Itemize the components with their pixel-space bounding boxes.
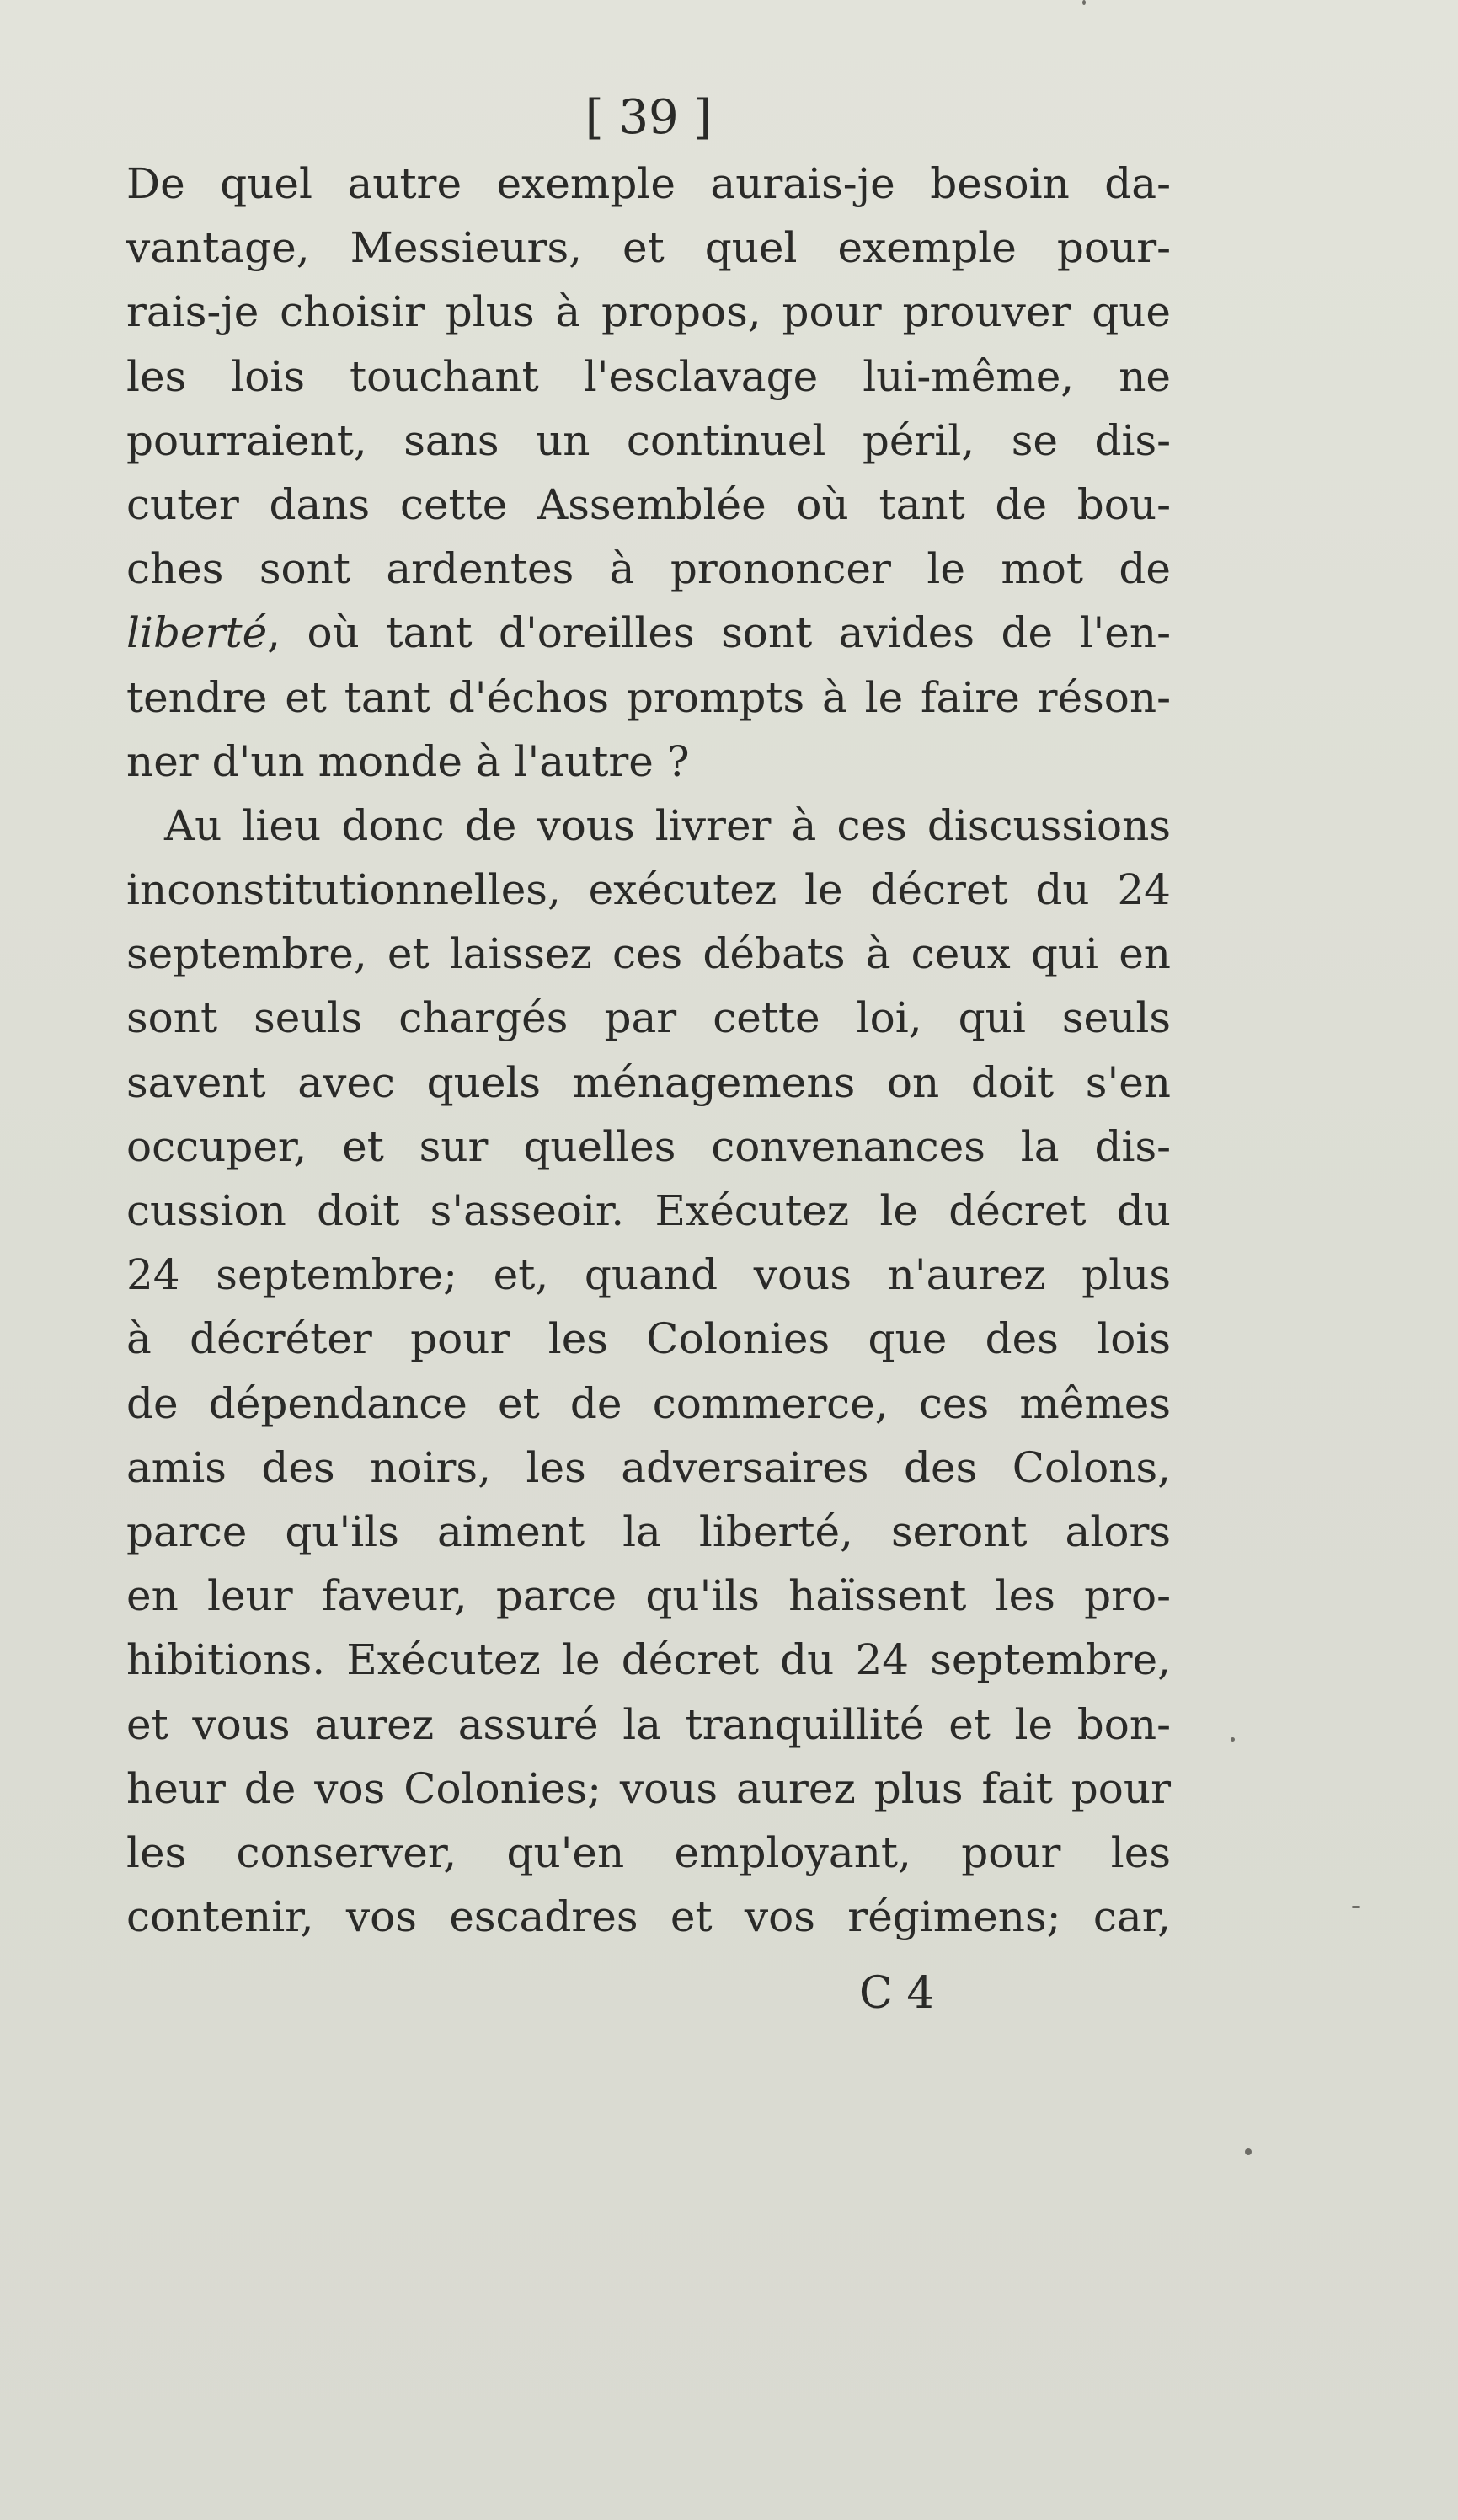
text-line: sont seuls chargés par cette loi, qui seuls bbox=[126, 993, 1171, 1043]
paragraph-2 bbox=[126, 794, 1171, 1949]
text-line: cuter dans cette Assemblée où tant de bou- bbox=[126, 479, 1171, 529]
text-line: septembre, et laissez ces débats à ceux qui en bbox=[126, 929, 1171, 979]
paper-speck bbox=[1231, 1737, 1235, 1742]
text-line: contenir, vos escadres et vos régimens; car, bbox=[126, 1892, 1171, 1942]
text-line: heur de vos Colonies; vous aurez plus fait pour bbox=[126, 1763, 1171, 1813]
text-line: liberté, où tant d'oreilles sont avides de l'en- bbox=[126, 608, 1171, 658]
text-line: pourraient, sans un continuel péril, se dis- bbox=[126, 415, 1171, 465]
page-number: [ 39 ] bbox=[585, 90, 713, 145]
text-line: en leur faveur, parce qu'ils haïssent les pro- bbox=[126, 1571, 1171, 1621]
paper-speck bbox=[1082, 0, 1086, 5]
text-line: tendre et tant d'échos prompts à le faire réson- bbox=[126, 672, 1171, 722]
text-line: vantage, Messieurs, et quel exemple pour- bbox=[126, 223, 1171, 273]
text-line: occuper, et sur quelles convenances la dis- bbox=[126, 1121, 1171, 1171]
text-line: de dépendance et de commerce, ces mêmes bbox=[126, 1378, 1171, 1428]
paragraph-1 bbox=[126, 152, 1171, 794]
text-line: cussion doit s'asseoir. Exécutez le décret du bbox=[126, 1186, 1171, 1235]
text-line: rais-je choisir plus à propos, pour prouver que bbox=[126, 287, 1171, 337]
text-line: 24 septembre; et, quand vous n'aurez plus bbox=[126, 1250, 1171, 1300]
text-line: savent avec quels ménagemens on doit s'en bbox=[126, 1057, 1171, 1107]
text-line: ner d'un monde à l'autre ? bbox=[126, 736, 690, 786]
text-line: à décréter pour les Colonies que des lois bbox=[126, 1314, 1171, 1364]
text-line: les lois touchant l'esclavage lui-même, ne bbox=[126, 351, 1171, 401]
signature-mark: C 4 bbox=[859, 1968, 935, 2019]
text-line: parce qu'ils aiment la liberté, seront alors bbox=[126, 1506, 1171, 1556]
text-line: les conserver, qu'en employant, pour les bbox=[126, 1827, 1171, 1877]
paper-speck bbox=[1245, 2148, 1252, 2155]
text-line: amis des noirs, les adversaires des Colons, bbox=[126, 1442, 1171, 1492]
text-line: inconstitutionnelles, exécutez le décret du 24 bbox=[126, 865, 1171, 915]
text-line: hibitions. Exécutez le décret du 24 septembre, bbox=[126, 1635, 1171, 1685]
paper-speck bbox=[1352, 1906, 1360, 1908]
text-block bbox=[126, 84, 1171, 1949]
text-line: ches sont ardentes à prononcer le mot de bbox=[126, 544, 1171, 594]
text-line: Au lieu donc de vous livrer à ces discussions bbox=[164, 800, 1171, 850]
text-line: De quel autre exemple aurais-je besoin da- bbox=[126, 159, 1171, 208]
text-line: et vous aurez assuré la tranquillité et le bon- bbox=[126, 1699, 1171, 1749]
